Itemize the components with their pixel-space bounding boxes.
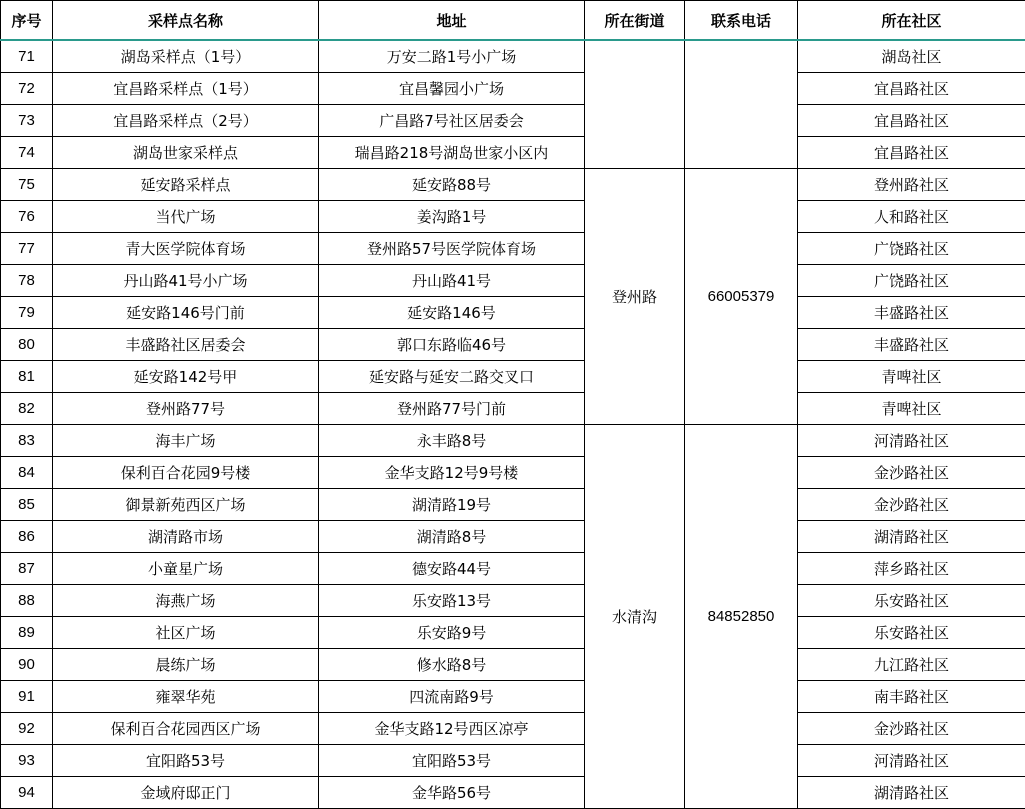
cell-index: 84 [1, 457, 53, 489]
cell-index: 86 [1, 521, 53, 553]
cell-index: 92 [1, 713, 53, 745]
cell-community: 湖清路社区 [798, 777, 1025, 809]
cell-address: 延安路88号 [319, 169, 585, 201]
cell-address: 修水路8号 [319, 649, 585, 681]
table-row [1, 649, 1025, 681]
cell-site-name: 湖清路市场 [53, 521, 319, 553]
table-row [1, 745, 1025, 777]
cell-street: 登州路 [585, 169, 685, 425]
table-row [1, 329, 1025, 361]
cell-index: 89 [1, 617, 53, 649]
cell-site-name: 宜昌路采样点（2号） [53, 105, 319, 137]
table-row [1, 40, 1025, 73]
cell-index: 76 [1, 201, 53, 233]
cell-index: 75 [1, 169, 53, 201]
cell-community: 金沙路社区 [798, 713, 1025, 745]
cell-street: 水清沟 [585, 425, 685, 809]
cell-index: 90 [1, 649, 53, 681]
cell-community: 丰盛路社区 [798, 329, 1025, 361]
cell-index: 79 [1, 297, 53, 329]
cell-site-name: 社区广场 [53, 617, 319, 649]
cell-index: 88 [1, 585, 53, 617]
cell-address: 湖清路19号 [319, 489, 585, 521]
table-row [1, 361, 1025, 393]
cell-address: 德安路44号 [319, 553, 585, 585]
cell-site-name: 雍翠华苑 [53, 681, 319, 713]
cell-community: 登州路社区 [798, 169, 1025, 201]
cell-index: 91 [1, 681, 53, 713]
cell-community: 宜昌路社区 [798, 105, 1025, 137]
table-row [1, 713, 1025, 745]
cell-site-name: 晨练广场 [53, 649, 319, 681]
cell-index: 82 [1, 393, 53, 425]
cell-index: 87 [1, 553, 53, 585]
cell-community: 青啤社区 [798, 393, 1025, 425]
cell-community: 人和路社区 [798, 201, 1025, 233]
cell-address: 四流南路9号 [319, 681, 585, 713]
cell-site-name: 登州路77号 [53, 393, 319, 425]
cell-site-name: 延安路采样点 [53, 169, 319, 201]
cell-index: 71 [1, 40, 53, 73]
table-row [1, 233, 1025, 265]
cell-address: 金华路56号 [319, 777, 585, 809]
table-row [1, 201, 1025, 233]
cell-site-name: 延安路146号门前 [53, 297, 319, 329]
cell-community: 河清路社区 [798, 425, 1025, 457]
cell-site-name: 保利百合花园9号楼 [53, 457, 319, 489]
table-row [1, 265, 1025, 297]
cell-index: 93 [1, 745, 53, 777]
table-row [1, 105, 1025, 137]
cell-community: 萍乡路社区 [798, 553, 1025, 585]
header-row [1, 1, 1025, 41]
cell-site-name: 宜阳路53号 [53, 745, 319, 777]
cell-index: 73 [1, 105, 53, 137]
cell-index: 80 [1, 329, 53, 361]
table-row [1, 777, 1025, 809]
cell-site-name: 保利百合花园西区广场 [53, 713, 319, 745]
cell-address: 湖清路8号 [319, 521, 585, 553]
table-row [1, 521, 1025, 553]
cell-community: 乐安路社区 [798, 617, 1025, 649]
cell-index: 83 [1, 425, 53, 457]
cell-address: 万安二路1号小广场 [319, 40, 585, 73]
cell-phone [685, 40, 798, 169]
cell-community: 九江路社区 [798, 649, 1025, 681]
cell-site-name: 丰盛路社区居委会 [53, 329, 319, 361]
header-index: 序号 [1, 1, 53, 41]
cell-phone: 66005379 [685, 169, 798, 425]
table-row [1, 489, 1025, 521]
cell-address: 登州路57号医学院体育场 [319, 233, 585, 265]
cell-community: 金沙路社区 [798, 489, 1025, 521]
cell-community: 湖清路社区 [798, 521, 1025, 553]
cell-address: 延安路146号 [319, 297, 585, 329]
table-row [1, 297, 1025, 329]
table-row [1, 553, 1025, 585]
cell-address: 金华支路12号西区凉亭 [319, 713, 585, 745]
cell-site-name: 海丰广场 [53, 425, 319, 457]
header-street: 所在街道 [585, 1, 685, 41]
cell-index: 72 [1, 73, 53, 105]
cell-site-name: 海燕广场 [53, 585, 319, 617]
cell-site-name: 湖岛采样点（1号） [53, 40, 319, 73]
cell-site-name: 青大医学院体育场 [53, 233, 319, 265]
cell-community: 青啤社区 [798, 361, 1025, 393]
cell-community: 宜昌路社区 [798, 73, 1025, 105]
cell-site-name: 丹山路41号小广场 [53, 265, 319, 297]
cell-address: 乐安路13号 [319, 585, 585, 617]
header-site-name: 采样点名称 [53, 1, 319, 41]
cell-index: 94 [1, 777, 53, 809]
cell-address: 登州路77号门前 [319, 393, 585, 425]
cell-site-name: 金域府邸正门 [53, 777, 319, 809]
header-community: 所在社区 [798, 1, 1025, 41]
cell-index: 85 [1, 489, 53, 521]
cell-address: 广昌路7号社区居委会 [319, 105, 585, 137]
cell-site-name: 宜昌路采样点（1号） [53, 73, 319, 105]
cell-index: 77 [1, 233, 53, 265]
cell-site-name: 湖岛世家采样点 [53, 137, 319, 169]
table-row [1, 681, 1025, 713]
header-phone: 联系电话 [685, 1, 798, 41]
cell-phone: 84852850 [685, 425, 798, 809]
table-row [1, 457, 1025, 489]
cell-address: 郭口东路临46号 [319, 329, 585, 361]
cell-site-name: 御景新苑西区广场 [53, 489, 319, 521]
table-row [1, 617, 1025, 649]
cell-site-name: 小童星广场 [53, 553, 319, 585]
cell-address: 乐安路9号 [319, 617, 585, 649]
cell-index: 78 [1, 265, 53, 297]
cell-community: 金沙路社区 [798, 457, 1025, 489]
cell-community: 丰盛路社区 [798, 297, 1025, 329]
cell-address: 宜阳路53号 [319, 745, 585, 777]
cell-community: 乐安路社区 [798, 585, 1025, 617]
cell-community: 广饶路社区 [798, 265, 1025, 297]
table-row [1, 425, 1025, 457]
cell-address: 金华支路12号9号楼 [319, 457, 585, 489]
cell-site-name: 延安路142号甲 [53, 361, 319, 393]
cell-index: 74 [1, 137, 53, 169]
header-address: 地址 [319, 1, 585, 41]
table-row [1, 137, 1025, 169]
cell-community: 广饶路社区 [798, 233, 1025, 265]
cell-address: 永丰路8号 [319, 425, 585, 457]
cell-address: 姜沟路1号 [319, 201, 585, 233]
table-row [1, 585, 1025, 617]
cell-address: 延安路与延安二路交叉口 [319, 361, 585, 393]
cell-address: 瑞昌路218号湖岛世家小区内 [319, 137, 585, 169]
cell-site-name: 当代广场 [53, 201, 319, 233]
cell-street [585, 40, 685, 169]
cell-community: 湖岛社区 [798, 40, 1025, 73]
cell-community: 南丰路社区 [798, 681, 1025, 713]
cell-community: 河清路社区 [798, 745, 1025, 777]
cell-community: 宜昌路社区 [798, 137, 1025, 169]
table-row [1, 73, 1025, 105]
table-body [1, 40, 1025, 809]
cell-address: 丹山路41号 [319, 265, 585, 297]
table-row [1, 169, 1025, 201]
cell-address: 宜昌馨园小广场 [319, 73, 585, 105]
cell-index: 81 [1, 361, 53, 393]
table-row [1, 393, 1025, 425]
